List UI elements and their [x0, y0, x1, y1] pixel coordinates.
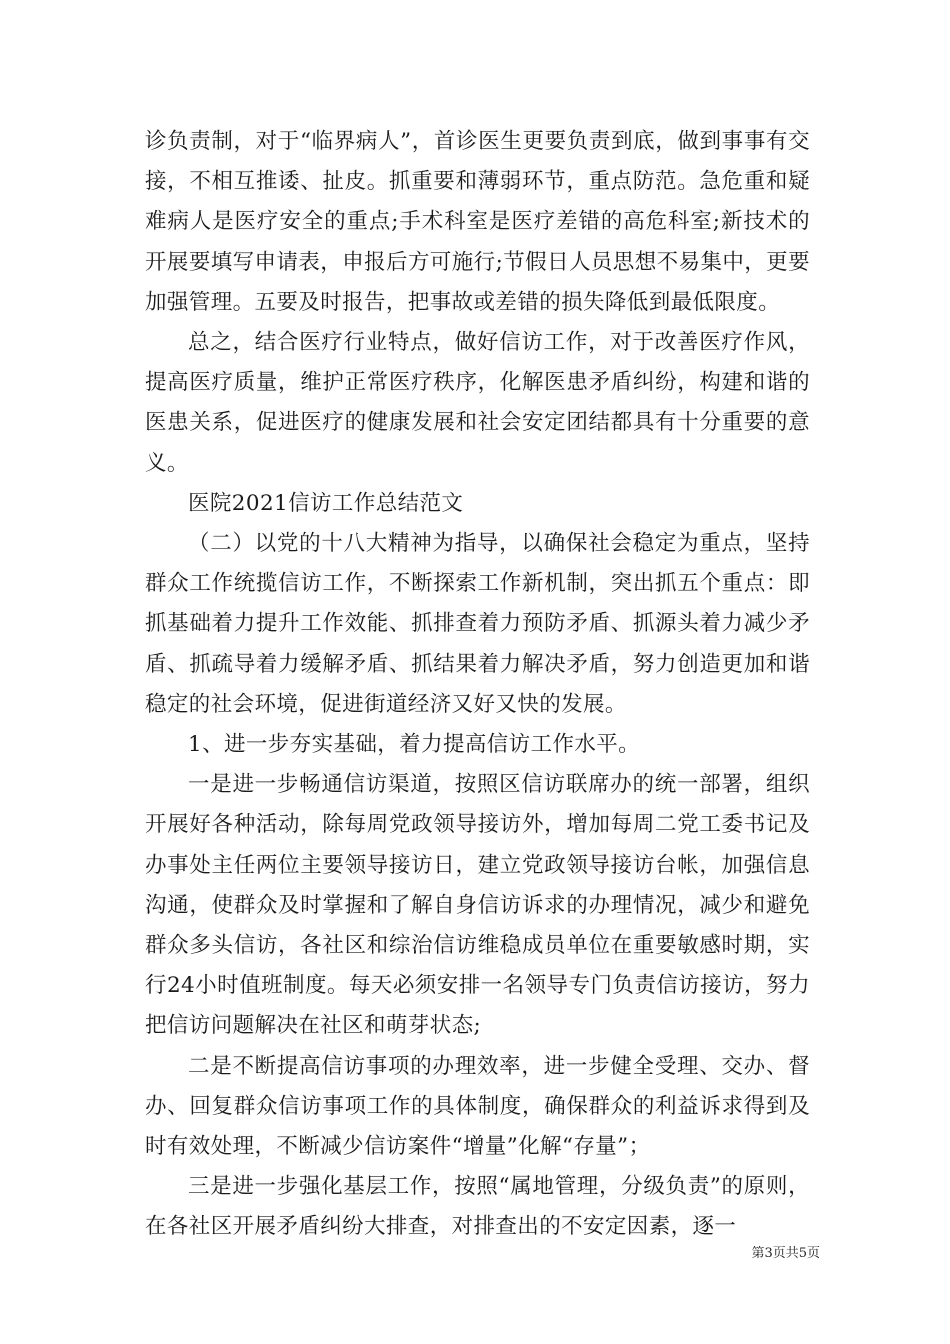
paragraph-point-one: 一是进一步畅通信访渠道，按照区信访联席办的统一部署，组织开展好各种活动，除每周党政领导接访外，增加每周二党工委书记及办事处主任两位主要领导接访日，建立党政领导接访台帐，加强信息沟通，使群众及时掌握和了解自身信访诉求的办理情况，减少和避免群众多头信访，各社区和综治信访维稳成员单位在重要敏感时期，实行24小时值班制度。每天必须安排一名领导专门负责信访接访，努力把信访问题解决在社区和萌芽状态;	[145, 772, 810, 1039]
paragraph-guiding-principle: （二）以党的十八大精神为指导，以确保社会稳定为重点，坚持群众工作统揽信访工作，不断探索工作新机制，突出抓五个重点：即抓基础着力提升工作效能、抓排查着力预防矛盾、抓源头着力减少矛盾、抓疏导着力缓解矛盾、抓结果着力解决矛盾，努力创造更加和谐稳定的社会环境，促进街道经济又好又快的发展。	[145, 531, 810, 717]
page-number-footer: 第3页共5页	[751, 1246, 820, 1261]
paragraph-continuation: 诊负责制，对于“临界病人”，首诊医生更要负责到底，做到事事有交接，不相互推诿、扯皮。抓重要和薄弱环节，重点防范。急危重和疑难病人是医疗安全的重点;手术科室是医疗差错的高危科室;新技术的开展要填写申请表，申报后方可施行;节假日人员思想不易集中，更要加强管理。五要及时报告，把事故或差错的损失降低到最低限度。	[145, 129, 810, 315]
numbered-item-1: 1、进一步夯实基础，着力提高信访工作水平。	[188, 732, 641, 758]
paragraph-point-three: 三是进一步强化基层工作，按照“属地管理，分级负责”的原则，在各社区开展矛盾纠纷大排查，对排查出的不安定因素，逐一	[145, 1174, 810, 1240]
paragraph-point-two: 二是不断提高信访事项的办理效率，进一步健全受理、交办、督办、回复群众信访事项工作的具体制度，确保群众的利益诉求得到及时有效处理，不断减少信访案件“增量”化解“存量”；	[145, 1053, 810, 1160]
document-body	[145, 122, 810, 1248]
section-heading: 医院2021信访工作总结范文	[188, 490, 464, 516]
paragraph-conclusion: 总之，结合医疗行业特点，做好信访工作，对于改善医疗作风，提高医疗质量，维护正常医疗秩序，化解医患矛盾纠纷，构建和谐的医患关系，促进医疗的健康发展和社会安定团结都具有十分重要的意义。	[145, 330, 810, 476]
